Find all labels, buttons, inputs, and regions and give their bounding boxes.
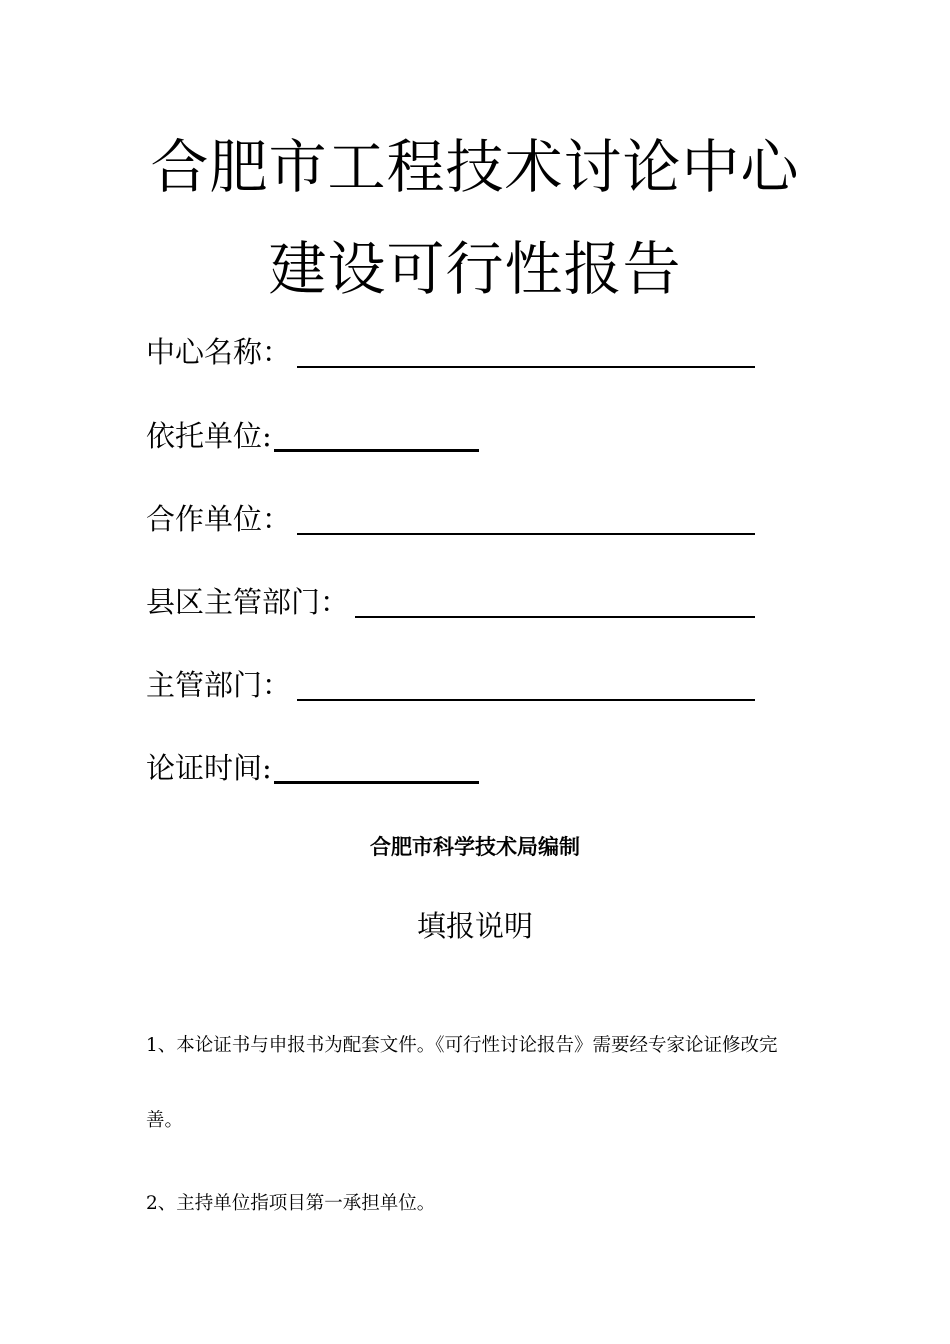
field-cooperating-unit-blank	[297, 499, 755, 535]
instruction-item-2: 2、主持单位指项目第一承担单位。	[146, 1193, 436, 1214]
document-title-line-2: 建设可行性报告	[268, 235, 682, 303]
field-relying-unit-blank	[274, 415, 479, 452]
field-review-time-label: 论证时间:	[146, 751, 272, 785]
field-supervising-dept-label: 主管部门：	[146, 668, 292, 702]
field-cooperating-unit	[146, 493, 755, 537]
field-cooperating-unit-label: 合作单位：	[146, 502, 292, 536]
field-center-name	[146, 326, 755, 370]
field-supervising-dept	[146, 659, 755, 703]
instruction-item-1-line-1: 1、本论证书与申报书为配套文件。《可行性讨论报告》需要经专家论证修改完	[146, 1035, 778, 1056]
field-supervising-dept-blank	[297, 665, 755, 701]
field-center-name-blank	[297, 332, 755, 368]
field-review-time-blank	[274, 747, 479, 784]
instruction-item-1-line-2: 善。	[146, 1110, 184, 1131]
field-center-name-label: 中心名称：	[146, 335, 292, 369]
document-title-line-1: 合肥市工程技术讨论中心	[150, 133, 800, 201]
field-relying-unit	[146, 410, 479, 454]
compiler-line: 合肥市科学技术局编制	[370, 835, 580, 859]
field-county-dept-blank	[355, 582, 755, 618]
instructions-heading: 填报说明	[416, 909, 533, 943]
field-county-dept	[146, 576, 755, 620]
field-county-dept-label: 县区主管部门：	[146, 585, 350, 619]
field-review-time	[146, 742, 479, 786]
field-relying-unit-label: 依托单位:	[146, 419, 272, 453]
